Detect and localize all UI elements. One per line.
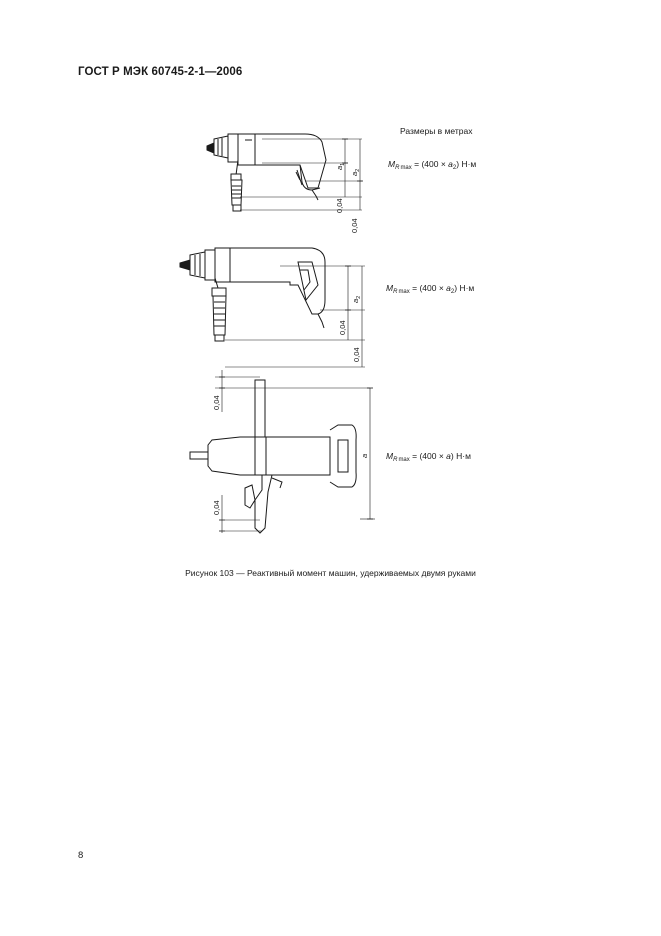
- page-number: 8: [78, 850, 84, 861]
- dim-a-label: a: [360, 453, 369, 458]
- drill-2-drawing: [180, 248, 365, 367]
- formula-2: $M_R\max = (400 \times a_2)$ Н·м: [386, 283, 475, 295]
- figure-caption: Рисунок 103 — Реактивный момент машин, удерживаемых двумя руками: [185, 568, 476, 578]
- dim-004-label-4: 0,04: [352, 347, 361, 362]
- dim-a2-label-1: $a_2$: [350, 168, 361, 176]
- dim-004-label-1: 0,04: [335, 198, 344, 213]
- dim-004-label-5: 0,04: [212, 395, 221, 410]
- units-note: Размеры в метрах: [400, 126, 473, 136]
- dim-004-label-3: 0,04: [338, 320, 347, 335]
- dim-a2-label-2: $a_2$: [351, 295, 362, 303]
- formula-1: $M_R\max = (400 \times a_2)$ Н·м: [388, 159, 477, 171]
- dim-a1-label: $a_1$: [335, 162, 346, 170]
- document-header: ГОСТ Р МЭК 60745-2-1—2006: [78, 66, 243, 78]
- formula-3: $M_R\max = (400 \times a)$ Н·м: [386, 451, 471, 463]
- dim-004-label-6: 0,04: [212, 500, 221, 515]
- dim-004-label-2: 0,04: [350, 218, 359, 233]
